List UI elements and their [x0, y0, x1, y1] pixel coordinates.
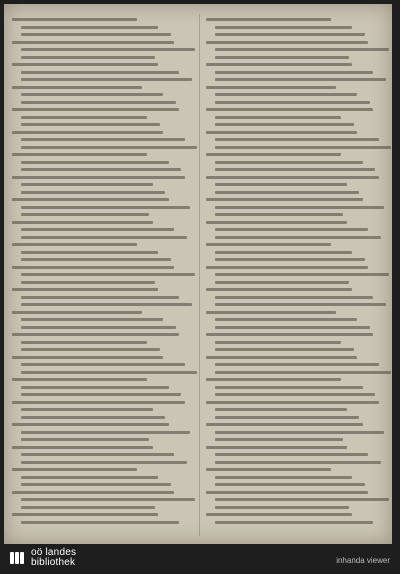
- placeholder-text-line: [21, 213, 149, 216]
- placeholder-text-line: [12, 423, 169, 426]
- placeholder-text-line: [215, 326, 370, 329]
- placeholder-text-line: [12, 401, 185, 404]
- logo-text: [31, 548, 76, 568]
- placeholder-text-line: [21, 318, 163, 321]
- placeholder-text-line: [12, 18, 137, 21]
- placeholder-text-line: [21, 93, 163, 96]
- placeholder-text-line: [215, 146, 391, 149]
- placeholder-text-line: [215, 48, 389, 51]
- placeholder-text-line: [21, 116, 147, 119]
- placeholder-text-line: [215, 348, 354, 351]
- placeholder-text-line: [215, 93, 357, 96]
- placeholder-text-line: [21, 236, 187, 239]
- placeholder-text-line: [215, 213, 343, 216]
- placeholder-text-line: [215, 281, 349, 284]
- placeholder-text-line: [21, 48, 195, 51]
- logo-mark-icon: [8, 549, 26, 567]
- placeholder-text-line: [21, 191, 165, 194]
- placeholder-text-line: [206, 468, 331, 471]
- placeholder-text-line: [21, 258, 171, 261]
- placeholder-text-line: [215, 386, 363, 389]
- placeholder-text-line: [21, 438, 149, 441]
- placeholder-text-line: [12, 378, 147, 381]
- placeholder-text-line: [12, 266, 174, 269]
- placeholder-text-line: [21, 416, 165, 419]
- placeholder-text-line: [215, 476, 352, 479]
- placeholder-text-line: [206, 18, 331, 21]
- placeholder-text-line: [12, 176, 185, 179]
- placeholder-text-line: [215, 483, 365, 486]
- scanned-page: [4, 4, 392, 544]
- placeholder-text-line: [21, 386, 169, 389]
- placeholder-text-line: [206, 311, 336, 314]
- placeholder-text-line: [21, 348, 160, 351]
- placeholder-text-line: [206, 356, 357, 359]
- placeholder-text-line: [12, 86, 142, 89]
- placeholder-text-line: [21, 521, 179, 524]
- placeholder-text-line: [21, 461, 187, 464]
- placeholder-text-line: [215, 56, 349, 59]
- placeholder-text-line: [215, 138, 379, 141]
- placeholder-text-line: [215, 498, 389, 501]
- placeholder-text-line: [21, 453, 174, 456]
- placeholder-text-line: [21, 251, 158, 254]
- placeholder-text-line: [21, 123, 160, 126]
- placeholder-text-line: [215, 416, 359, 419]
- placeholder-text-line: [21, 101, 176, 104]
- placeholder-text-line: [21, 206, 190, 209]
- placeholder-text-line: [206, 63, 352, 66]
- placeholder-text-line: [21, 281, 155, 284]
- placeholder-text-line: [215, 371, 391, 374]
- column-divider: [199, 14, 200, 536]
- placeholder-text-line: [206, 108, 373, 111]
- placeholder-text-line: [215, 341, 341, 344]
- placeholder-text-line: [215, 461, 381, 464]
- logo-line-1: oö landes: [31, 547, 77, 558]
- placeholder-text-line: [21, 296, 179, 299]
- placeholder-text-line: [21, 393, 181, 396]
- placeholder-text-line: [12, 198, 169, 201]
- placeholder-text-line: [206, 176, 379, 179]
- placeholder-text-line: [21, 26, 158, 29]
- viewer-credit: inhanda viewer: [336, 556, 390, 565]
- placeholder-text-line: [215, 408, 347, 411]
- placeholder-text-line: [215, 116, 341, 119]
- placeholder-text-line: [12, 491, 174, 494]
- placeholder-text-line: [21, 33, 171, 36]
- placeholder-text-line: [215, 296, 373, 299]
- placeholder-text-line: [21, 341, 147, 344]
- placeholder-text-line: [215, 183, 347, 186]
- placeholder-text-line: [215, 236, 381, 239]
- placeholder-text-line: [215, 161, 363, 164]
- placeholder-text-line: [12, 108, 179, 111]
- placeholder-text-line: [215, 101, 370, 104]
- placeholder-text-line: [215, 191, 359, 194]
- placeholder-text-line: [12, 221, 153, 224]
- placeholder-text-line: [206, 401, 379, 404]
- placeholder-text-line: [215, 206, 384, 209]
- placeholder-text-line: [215, 431, 384, 434]
- placeholder-text-line: [215, 363, 379, 366]
- placeholder-text-line: [12, 311, 142, 314]
- placeholder-text-line: [206, 221, 347, 224]
- placeholder-text-line: [206, 423, 363, 426]
- placeholder-text-line: [215, 303, 386, 306]
- placeholder-text-line: [215, 506, 349, 509]
- placeholder-text-line: [21, 408, 153, 411]
- placeholder-text-line: [206, 378, 341, 381]
- placeholder-text-line: [206, 243, 331, 246]
- placeholder-text-line: [215, 33, 365, 36]
- placeholder-text-line: [12, 131, 163, 134]
- placeholder-text-line: [215, 453, 368, 456]
- placeholder-text-line: [206, 86, 336, 89]
- placeholder-text-line: [21, 168, 181, 171]
- placeholder-text-line: [21, 146, 197, 149]
- placeholder-text-line: [21, 71, 179, 74]
- placeholder-text-line: [206, 288, 352, 291]
- placeholder-text-line: [215, 78, 386, 81]
- placeholder-text-line: [21, 483, 171, 486]
- placeholder-text-line: [206, 333, 373, 336]
- placeholder-text-line: [12, 153, 147, 156]
- placeholder-text-line: [12, 468, 137, 471]
- placeholder-text-line: [215, 168, 375, 171]
- placeholder-text-line: [12, 446, 153, 449]
- placeholder-text-line: [21, 371, 197, 374]
- placeholder-text-line: [21, 78, 192, 81]
- placeholder-text-line: [206, 198, 363, 201]
- placeholder-text-line: [215, 438, 343, 441]
- placeholder-text-line: [215, 273, 389, 276]
- right-column: [206, 18, 384, 536]
- placeholder-text-line: [21, 273, 195, 276]
- viewer-footer: [0, 548, 400, 574]
- placeholder-text-line: [21, 363, 185, 366]
- placeholder-text-line: [21, 303, 192, 306]
- placeholder-text-line: [21, 183, 153, 186]
- library-logo[interactable]: [8, 548, 76, 568]
- placeholder-text-line: [12, 513, 158, 516]
- logo-line-2: bibliothek: [31, 557, 76, 568]
- placeholder-text-line: [215, 228, 368, 231]
- placeholder-text-line: [12, 356, 163, 359]
- placeholder-text-line: [21, 326, 176, 329]
- placeholder-text-line: [12, 333, 179, 336]
- placeholder-text-line: [21, 228, 174, 231]
- placeholder-text-line: [21, 56, 155, 59]
- placeholder-text-line: [206, 131, 357, 134]
- placeholder-text-line: [215, 521, 373, 524]
- placeholder-text-line: [21, 476, 158, 479]
- placeholder-text-line: [206, 446, 347, 449]
- placeholder-text-line: [12, 63, 158, 66]
- placeholder-text-line: [21, 161, 169, 164]
- placeholder-text-line: [21, 498, 195, 501]
- placeholder-text-line: [215, 258, 365, 261]
- placeholder-text-line: [206, 266, 368, 269]
- placeholder-text-line: [215, 318, 357, 321]
- placeholder-text-line: [206, 153, 341, 156]
- placeholder-text-line: [206, 41, 368, 44]
- placeholder-text-line: [21, 138, 185, 141]
- placeholder-text-line: [215, 393, 375, 396]
- left-column: [12, 18, 190, 536]
- placeholder-text-line: [215, 26, 352, 29]
- placeholder-text-line: [215, 251, 352, 254]
- placeholder-text-line: [206, 513, 352, 516]
- placeholder-text-line: [12, 288, 158, 291]
- placeholder-text-line: [12, 243, 137, 246]
- placeholder-text-line: [215, 71, 373, 74]
- placeholder-text-line: [206, 491, 368, 494]
- placeholder-text-line: [21, 431, 190, 434]
- placeholder-text-line: [12, 41, 174, 44]
- placeholder-text-line: [215, 123, 354, 126]
- placeholder-text-line: [21, 506, 155, 509]
